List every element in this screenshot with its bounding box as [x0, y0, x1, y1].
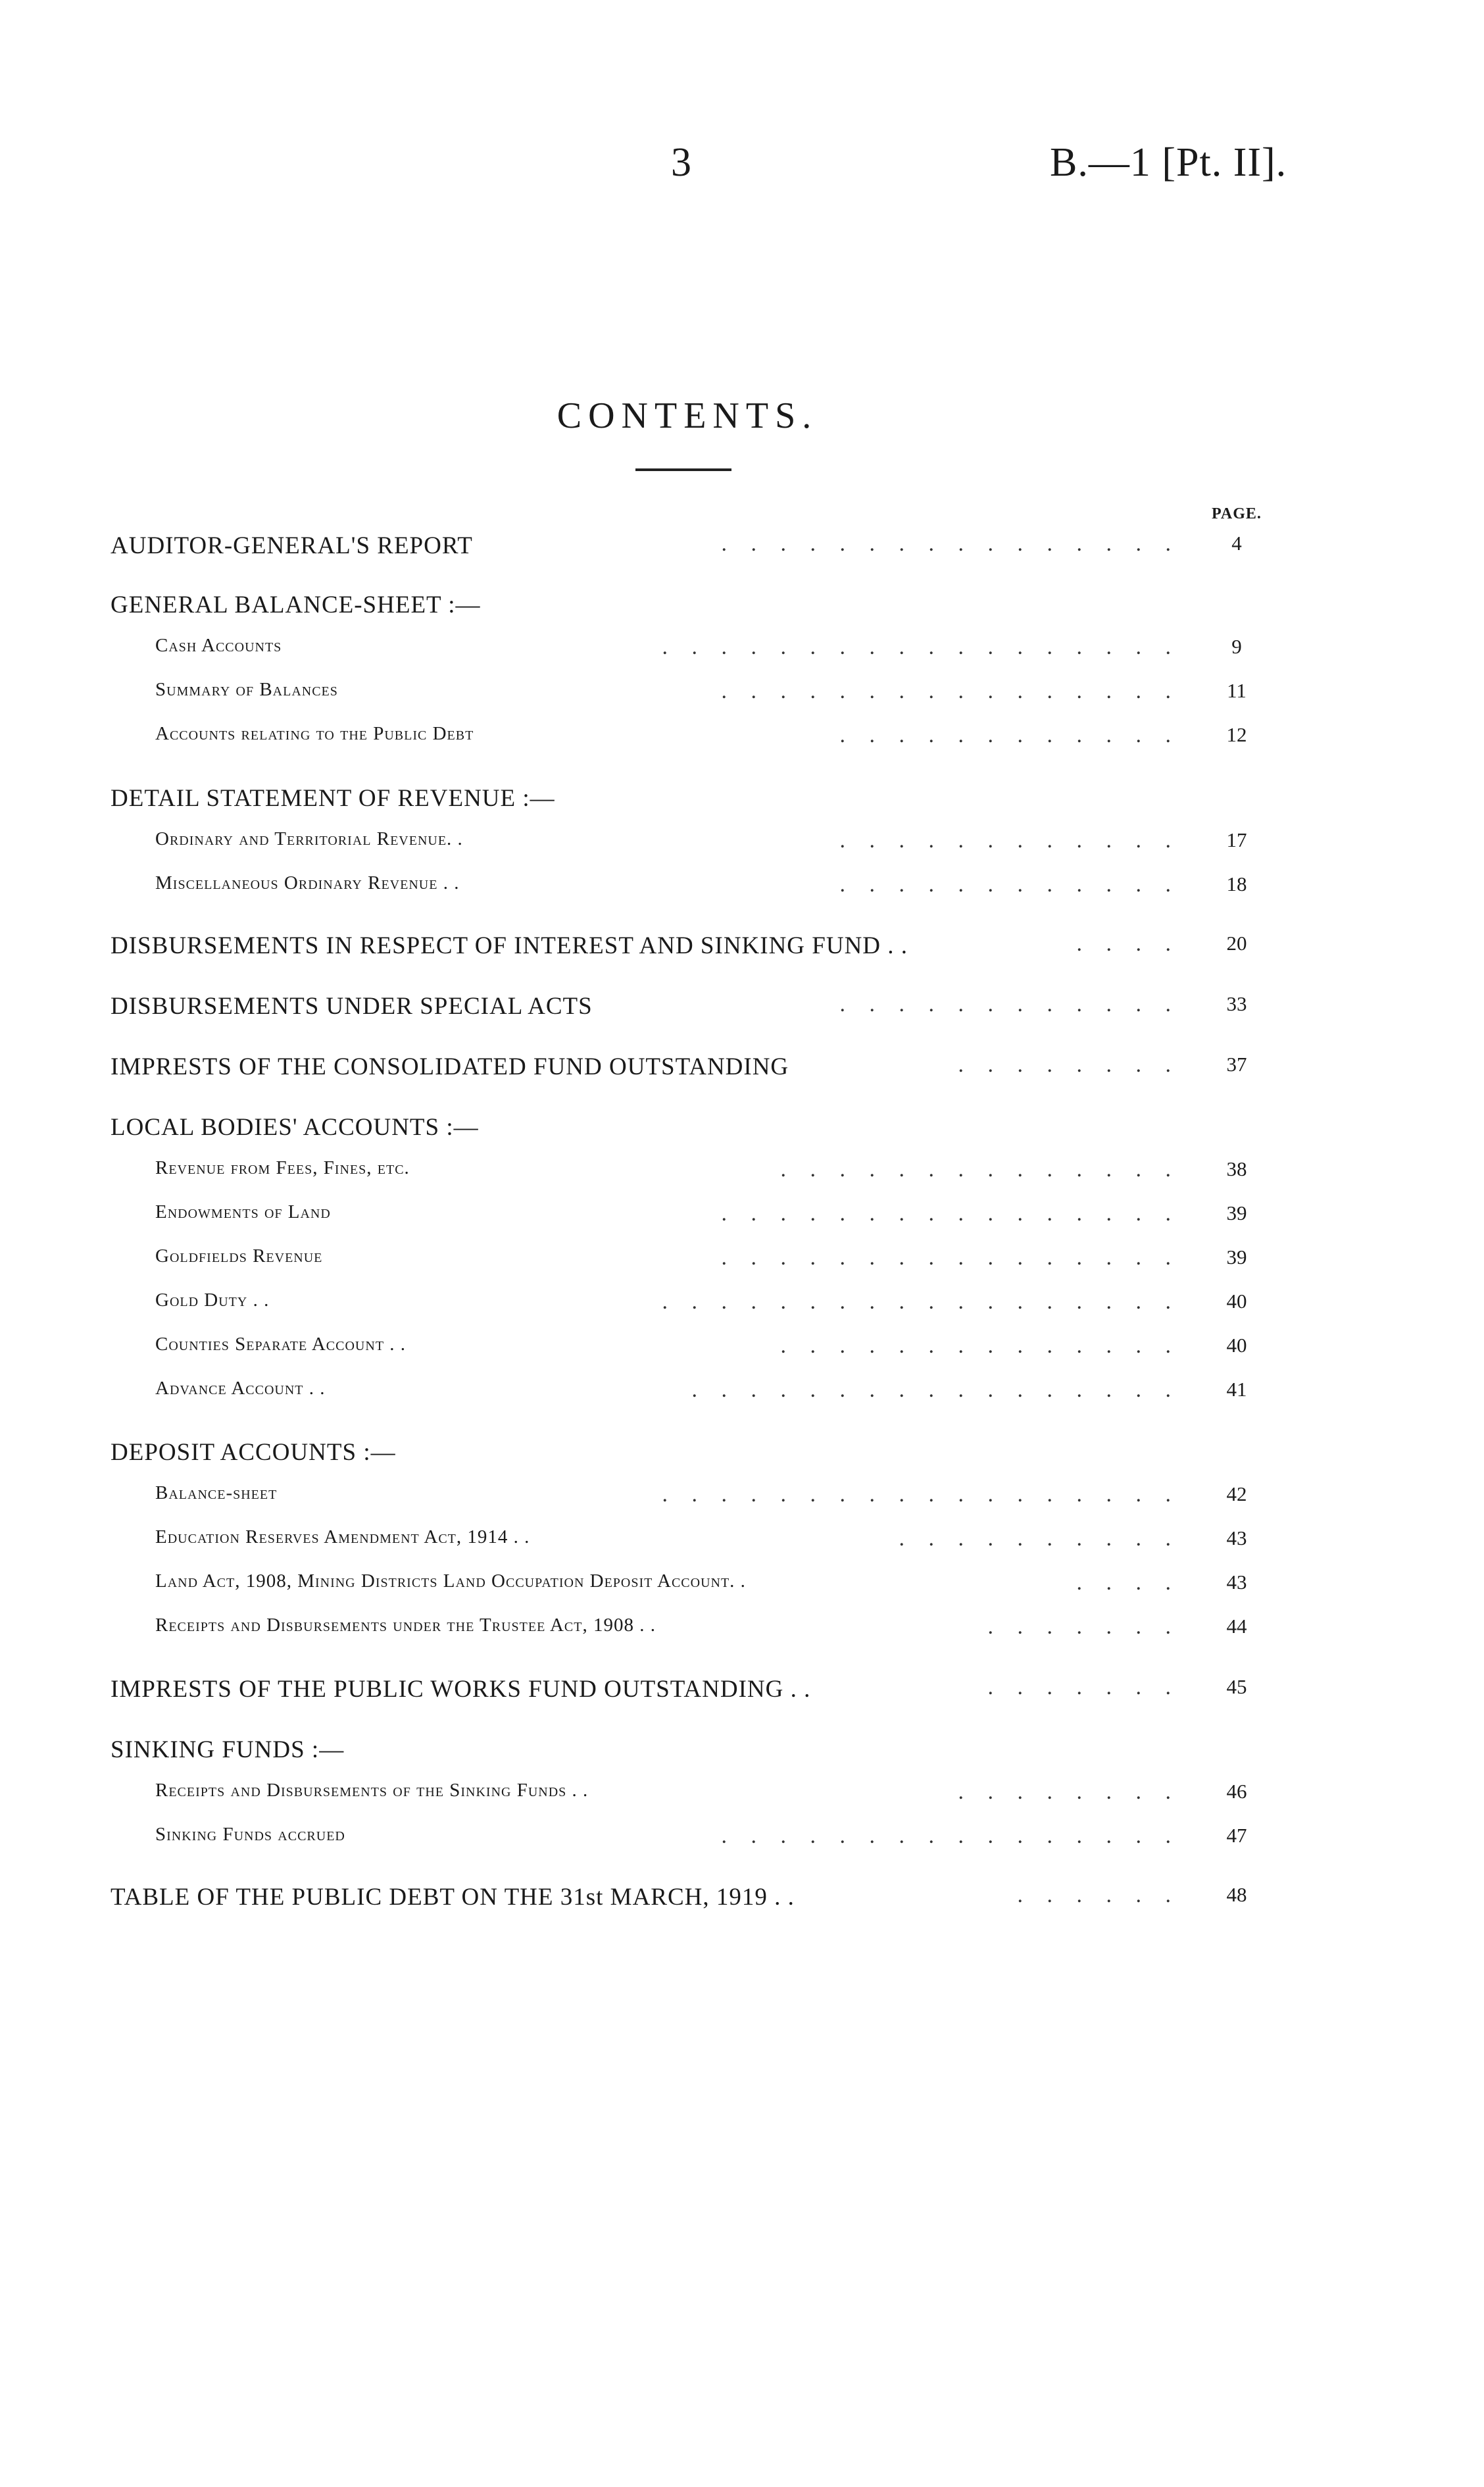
dot-leader: . . . . . . .: [987, 1615, 1180, 1639]
toc-entry-label: DISBURSEMENTS IN RESPECT OF INTEREST AND SINKING FUND . .: [111, 932, 908, 959]
dot-leader: . . . . . . . . . . . .: [839, 872, 1180, 897]
toc-entry[interactable]: [0, 1378, 1484, 1411]
toc-entry-page: 9: [1231, 635, 1242, 658]
toc-section-heading: [0, 1736, 1484, 1769]
toc-section-heading: [0, 784, 1484, 817]
toc-entry-label: IMPRESTS OF THE CONSOLIDATED FUND OUTSTANDING: [111, 1053, 789, 1080]
dot-leader: . . . .: [1076, 1570, 1180, 1595]
toc-entry-page: 47: [1226, 1824, 1247, 1847]
toc-entry-page: 33: [1226, 992, 1247, 1015]
toc-entry[interactable]: [0, 532, 1484, 565]
toc-entry-label: AUDITOR-GENERAL'S REPORT: [111, 532, 473, 559]
toc-entry[interactable]: [0, 992, 1484, 1025]
dot-leader: . . . . . . . . . . . . . . . .: [721, 1824, 1180, 1848]
toc-section-label: GENERAL BALANCE-SHEET :—: [111, 591, 481, 618]
toc-entry[interactable]: [0, 1157, 1484, 1190]
toc-entry-page: 42: [1226, 1482, 1247, 1505]
dot-leader: . . . . . . . . . . . . . . . . . .: [662, 635, 1180, 659]
dot-leader: . . . .: [1076, 932, 1180, 956]
toc-entry-page: 41: [1226, 1378, 1247, 1401]
toc-entry-label: Advance Account . .: [155, 1378, 326, 1399]
toc-section-heading: [0, 1438, 1484, 1471]
toc-entry-label: DISBURSEMENTS UNDER SPECIAL ACTS: [111, 993, 593, 1020]
toc-entry-label: Sinking Funds accrued: [155, 1824, 345, 1845]
toc-entry[interactable]: [0, 872, 1484, 905]
toc-entry-label: Accounts relating to the Public Debt: [155, 723, 474, 744]
toc-entry-page: 37: [1226, 1053, 1247, 1076]
dot-leader: . . . . . . . . . . . . . . . . .: [691, 1378, 1180, 1402]
toc-entry-label: Revenue from Fees, Fines, etc.: [155, 1157, 410, 1178]
toc-entry-label: Balance-sheet: [155, 1482, 278, 1503]
toc-entry[interactable]: [0, 1883, 1484, 1916]
toc-entry-page: 39: [1226, 1201, 1247, 1224]
dot-leader: . . . . . . . . . . . . . . . .: [721, 679, 1180, 703]
toc-entry-page: 18: [1226, 872, 1247, 895]
dot-leader: . . . . . . .: [987, 1675, 1180, 1699]
toc-entry[interactable]: [0, 828, 1484, 861]
toc-entry[interactable]: [0, 1570, 1484, 1603]
dot-leader: . . . . . . . . . . . . . . . . . .: [662, 1482, 1180, 1507]
toc-entry-page: 40: [1226, 1334, 1247, 1357]
toc-entry-page: 43: [1226, 1570, 1247, 1594]
toc-section-label: SINKING FUNDS :—: [111, 1736, 345, 1763]
dot-leader: . . . . . . . . . . . .: [839, 723, 1180, 747]
dot-leader: . . . . . . . . . . . . . . . .: [721, 1201, 1180, 1226]
toc-section-label: LOCAL BODIES' ACCOUNTS :—: [111, 1114, 479, 1141]
toc-entry-page: 40: [1226, 1290, 1247, 1313]
dot-leader: . . . . . .: [1017, 1883, 1180, 1907]
dot-leader: . . . . . . . . . . . . . . . .: [721, 1245, 1180, 1270]
toc-entry-label: Receipts and Disbursements under the Trustee Act, 1908 . .: [155, 1615, 656, 1636]
toc-entry-label: Miscellaneous Ordinary Revenue . .: [155, 872, 460, 893]
dot-leader: . . . . . . . . . . . .: [839, 828, 1180, 853]
toc-entry-label: Receipts and Disbursements of the Sinking Funds . .: [155, 1780, 589, 1801]
toc-entry-page: 4: [1231, 532, 1242, 555]
toc-entry-label: IMPRESTS OF THE PUBLIC WORKS FUND OUTSTANDING . .: [111, 1676, 811, 1703]
toc-entry-page: 38: [1226, 1157, 1247, 1180]
dot-leader: . . . . . . . . . . . . . . . .: [721, 532, 1180, 556]
toc-section-heading: [0, 1113, 1484, 1146]
toc-entry-page: 46: [1226, 1780, 1247, 1803]
toc-entry[interactable]: [0, 1526, 1484, 1559]
toc-entry-page: 44: [1226, 1615, 1247, 1638]
toc-entry[interactable]: [0, 635, 1484, 668]
toc-entry-label: Land Act, 1908, Mining Districts Land Occupation Deposit Account. .: [155, 1570, 746, 1592]
toc-section-label: DEPOSIT ACCOUNTS :—: [111, 1439, 396, 1466]
toc-entry[interactable]: [0, 679, 1484, 712]
page-title: CONTENTS.: [556, 395, 818, 436]
toc-section-heading: [0, 591, 1484, 624]
dot-leader: . . . . . . . .: [958, 1780, 1180, 1804]
toc-entry[interactable]: [0, 1053, 1484, 1086]
dot-leader: . . . . . . . . . . . . . .: [780, 1334, 1180, 1358]
toc-entry-label: Ordinary and Territorial Revenue. .: [155, 828, 463, 849]
toc-entry-label: Goldfields Revenue: [155, 1245, 323, 1267]
toc-entry[interactable]: [0, 1334, 1484, 1367]
dot-leader: . . . . . . . .: [958, 1053, 1180, 1077]
toc-entry-page: 12: [1226, 723, 1247, 746]
toc-entry-label: Cash Accounts: [155, 635, 282, 656]
toc-entry-page: 17: [1226, 828, 1247, 851]
toc-entry-label: Counties Separate Account . .: [155, 1334, 407, 1355]
document-reference: B.—1 [Pt. II].: [1050, 140, 1287, 185]
dot-leader: . . . . . . . . . .: [899, 1526, 1180, 1551]
toc-entry-page: 45: [1226, 1675, 1247, 1698]
toc-entry-label: Endowments of Land: [155, 1201, 331, 1222]
dot-leader: . . . . . . . . . . . . . .: [780, 1157, 1180, 1182]
toc-entry[interactable]: [0, 723, 1484, 756]
toc-entry-page: 20: [1226, 932, 1247, 955]
toc-entry[interactable]: [0, 1482, 1484, 1515]
toc-entry[interactable]: [0, 1245, 1484, 1278]
page-number: 3: [671, 140, 691, 185]
toc-entry[interactable]: [0, 1675, 1484, 1708]
toc-entry-label: Education Reserves Amendment Act, 1914 . .: [155, 1526, 530, 1547]
toc-entry[interactable]: [0, 1824, 1484, 1857]
toc-entry[interactable]: [0, 1290, 1484, 1322]
toc-entry[interactable]: [0, 1780, 1484, 1813]
toc-entry-page: 48: [1226, 1883, 1247, 1906]
toc-entry-page: 11: [1227, 679, 1247, 702]
toc-section-label: DETAIL STATEMENT OF REVENUE :—: [111, 785, 555, 812]
toc-entry[interactable]: [0, 1201, 1484, 1234]
toc-entry[interactable]: [0, 1615, 1484, 1647]
toc-entry-page: 43: [1226, 1526, 1247, 1549]
toc-entry-label: TABLE OF THE PUBLIC DEBT ON THE 31st MARCH, 1919 . .: [111, 1884, 795, 1911]
dot-leader: . . . . . . . . . . . . . . . . . .: [662, 1290, 1180, 1314]
toc-entry-label: Gold Duty . .: [155, 1290, 270, 1311]
toc-entry-label: Summary of Balances: [155, 679, 338, 700]
toc-entry[interactable]: [0, 932, 1484, 965]
page-column-header: PAGE.: [1212, 505, 1262, 522]
dot-leader: . . . . . . . . . . . .: [839, 992, 1180, 1017]
toc-entry-page: 39: [1226, 1245, 1247, 1269]
